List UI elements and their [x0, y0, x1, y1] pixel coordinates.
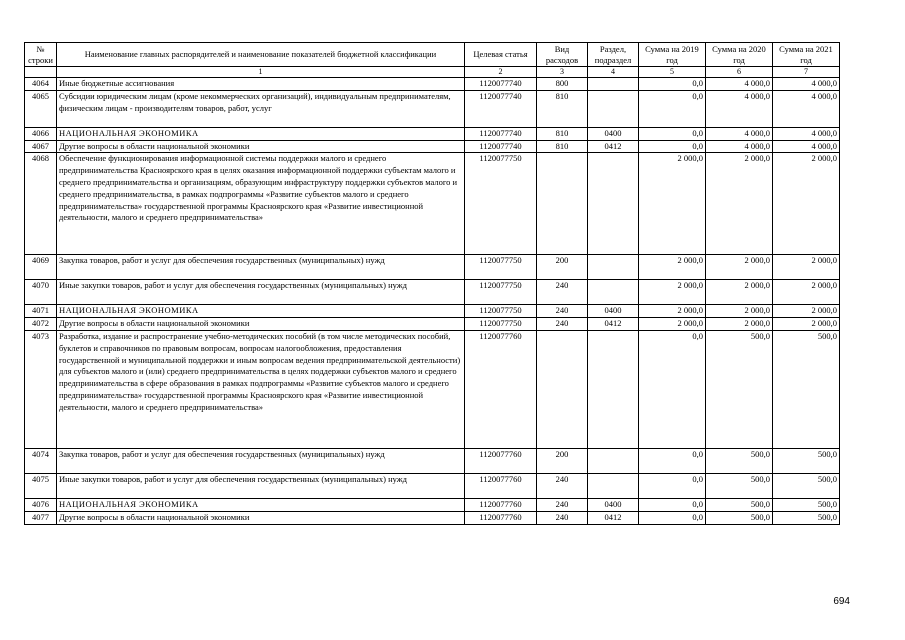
row-sum-2020: 2 000,0: [706, 318, 773, 331]
page-number: 694: [833, 596, 850, 607]
row-section: 0412: [588, 140, 639, 153]
row-sum-2020: 2 000,0: [706, 280, 773, 305]
row-target-article: 1120077760: [465, 448, 537, 473]
row-sum-2019: 0,0: [639, 90, 706, 127]
row-sum-2021: 4 000,0: [773, 90, 840, 127]
row-sum-2021: 4 000,0: [773, 78, 840, 91]
row-section: [588, 255, 639, 280]
row-number: 4068: [25, 153, 57, 255]
header-target-article: Целевая статья: [465, 43, 537, 67]
table-row: [25, 153, 840, 255]
row-name: Другие вопросы в области национальной экономики: [57, 511, 465, 524]
header-expense-type: Вид расходов: [537, 43, 588, 67]
row-expense-type: 800: [537, 78, 588, 91]
row-sum-2021: 500,0: [773, 473, 840, 498]
column-number: 7: [773, 67, 840, 78]
table-row: [25, 318, 840, 331]
row-target-article: 1120077740: [465, 90, 537, 127]
row-sum-2021: 500,0: [773, 511, 840, 524]
row-sum-2019: 2 000,0: [639, 318, 706, 331]
header-sum-2019: Сумма на 2019 год: [639, 43, 706, 67]
row-sum-2020: 2 000,0: [706, 255, 773, 280]
column-number: [25, 67, 57, 78]
row-sum-2021: 2 000,0: [773, 255, 840, 280]
row-expense-type: 240: [537, 473, 588, 498]
row-sum-2019: 0,0: [639, 448, 706, 473]
row-sum-2021: 2 000,0: [773, 280, 840, 305]
row-number: 4066: [25, 127, 57, 140]
row-number: 4064: [25, 78, 57, 91]
table-row: [25, 90, 840, 127]
row-target-article: 1120077760: [465, 498, 537, 511]
row-number: 4069: [25, 255, 57, 280]
row-target-article: 1120077750: [465, 280, 537, 305]
row-section: [588, 280, 639, 305]
row-expense-type: 240: [537, 511, 588, 524]
column-number: 2: [465, 67, 537, 78]
row-expense-type: 810: [537, 90, 588, 127]
row-expense-type: 240: [537, 280, 588, 305]
row-sum-2019: 0,0: [639, 78, 706, 91]
row-target-article: 1120077750: [465, 305, 537, 318]
row-section: 0412: [588, 511, 639, 524]
row-target-article: 1120077740: [465, 78, 537, 91]
row-sum-2021: 500,0: [773, 448, 840, 473]
column-number-row: [25, 67, 840, 78]
table-row: [25, 498, 840, 511]
row-sum-2021: 4 000,0: [773, 127, 840, 140]
row-sum-2019: 0,0: [639, 330, 706, 448]
row-sum-2021: 2 000,0: [773, 153, 840, 255]
row-expense-type: 240: [537, 305, 588, 318]
row-number: 4067: [25, 140, 57, 153]
row-sum-2019: 2 000,0: [639, 153, 706, 255]
row-name: Иные закупки товаров, работ и услуг для обеспечения государственных (муниципальных) нужд: [57, 473, 465, 498]
row-name: Субсидии юридическим лицам (кроме некоммерческих организаций), индивидуальным предпринимателям, физическим лицам - производителям товаров, работ, услуг: [57, 90, 465, 127]
table-row: [25, 140, 840, 153]
row-name: Закупка товаров, работ и услуг для обеспечения государственных (муниципальных) нужд: [57, 448, 465, 473]
row-target-article: 1120077750: [465, 153, 537, 255]
column-number: 5: [639, 67, 706, 78]
header-sum-2021: Сумма на 2021 год: [773, 43, 840, 67]
table-row: [25, 78, 840, 91]
row-sum-2020: 2 000,0: [706, 305, 773, 318]
row-name: НАЦИОНАЛЬНАЯ ЭКОНОМИКА: [57, 127, 465, 140]
table-row: [25, 448, 840, 473]
row-number: 4076: [25, 498, 57, 511]
column-number: 6: [706, 67, 773, 78]
row-name: Другие вопросы в области национальной экономики: [57, 140, 465, 153]
row-target-article: 1120077740: [465, 127, 537, 140]
row-sum-2021: 2 000,0: [773, 305, 840, 318]
row-section: [588, 330, 639, 448]
row-section: 0400: [588, 498, 639, 511]
row-number: 4071: [25, 305, 57, 318]
row-target-article: 1120077750: [465, 318, 537, 331]
row-target-article: 1120077750: [465, 255, 537, 280]
row-section: [588, 90, 639, 127]
header-name: Наименование главных распорядителей и наименование показателей бюджетной классификации: [57, 43, 465, 67]
row-expense-type: 810: [537, 127, 588, 140]
row-number: 4073: [25, 330, 57, 448]
row-sum-2019: 2 000,0: [639, 280, 706, 305]
table-row: [25, 330, 840, 448]
header-row-number: № строки: [25, 43, 57, 67]
row-section: 0412: [588, 318, 639, 331]
row-number: 4074: [25, 448, 57, 473]
row-target-article: 1120077760: [465, 511, 537, 524]
row-section: [588, 448, 639, 473]
row-sum-2020: 500,0: [706, 448, 773, 473]
row-name: Обеспечение функционирования информационной системы поддержки малого и среднего предпринимательства Красноярского края в целях оказания информационной поддержки субъектам малого и среднего предпринимательства и организациям, образующим инфраструктуру поддержки субъектов малого и среднего предпринимательства, в рамках подпрограммы «Развитие субъектов малого и среднего предпринимательства» государственной программы Красноярского края «Развитие инвестиционной деятельности, малого и среднего предпринимательства»: [57, 153, 465, 255]
table-row: [25, 473, 840, 498]
row-sum-2021: 500,0: [773, 498, 840, 511]
row-section: 0400: [588, 305, 639, 318]
row-number: 4075: [25, 473, 57, 498]
row-sum-2019: 0,0: [639, 511, 706, 524]
row-sum-2021: 500,0: [773, 330, 840, 448]
row-expense-type: 200: [537, 255, 588, 280]
table-row: [25, 280, 840, 305]
row-expense-type: [537, 153, 588, 255]
row-sum-2020: 4 000,0: [706, 90, 773, 127]
row-expense-type: 810: [537, 140, 588, 153]
row-sum-2020: 4 000,0: [706, 78, 773, 91]
row-sum-2019: 0,0: [639, 473, 706, 498]
row-expense-type: 200: [537, 448, 588, 473]
row-sum-2019: 0,0: [639, 140, 706, 153]
row-sum-2020: 500,0: [706, 330, 773, 448]
row-expense-type: 240: [537, 498, 588, 511]
row-sum-2021: 4 000,0: [773, 140, 840, 153]
row-target-article: 1120077760: [465, 473, 537, 498]
budget-table: [24, 42, 840, 525]
column-number: 4: [588, 67, 639, 78]
row-name: Иные бюджетные ассигнования: [57, 78, 465, 91]
row-section: [588, 78, 639, 91]
row-sum-2021: 2 000,0: [773, 318, 840, 331]
table-header-row: [25, 43, 840, 67]
row-sum-2020: 4 000,0: [706, 140, 773, 153]
table-row: [25, 255, 840, 280]
row-expense-type: [537, 330, 588, 448]
row-number: 4077: [25, 511, 57, 524]
header-sum-2020: Сумма на 2020 год: [706, 43, 773, 67]
row-sum-2020: 500,0: [706, 511, 773, 524]
row-sum-2020: 2 000,0: [706, 153, 773, 255]
row-sum-2020: 500,0: [706, 498, 773, 511]
row-number: 4070: [25, 280, 57, 305]
row-sum-2020: 4 000,0: [706, 127, 773, 140]
row-section: [588, 473, 639, 498]
row-expense-type: 240: [537, 318, 588, 331]
row-name: Иные закупки товаров, работ и услуг для обеспечения государственных (муниципальных) нужд: [57, 280, 465, 305]
row-sum-2019: 2 000,0: [639, 255, 706, 280]
row-name: Разработка, издание и распространение учебно-методических пособий (в том числе методических пособий, буклетов и справочников по правовым вопросам, вопросам налогообложения, предоставления государственной и муниципальной поддержки и иным вопросам ведения предпринимательской деятельности) для субъектов малого и (или) среднего предпринимательства в целях поддержки субъектов малого и среднего предпринимательства в сфере образования в рамках подпрограммы «Развитие субъектов малого и среднего предпринимательства» государственной программы Красноярского края «Развитие инвестиционной деятельности, малого и среднего предпринимательства»: [57, 330, 465, 448]
table-row: [25, 511, 840, 524]
row-section: 0400: [588, 127, 639, 140]
column-number: 3: [537, 67, 588, 78]
row-name: НАЦИОНАЛЬНАЯ ЭКОНОМИКА: [57, 305, 465, 318]
row-target-article: 1120077760: [465, 330, 537, 448]
row-target-article: 1120077740: [465, 140, 537, 153]
table-row: [25, 305, 840, 318]
row-number: 4065: [25, 90, 57, 127]
row-number: 4072: [25, 318, 57, 331]
row-section: [588, 153, 639, 255]
row-sum-2020: 500,0: [706, 473, 773, 498]
row-sum-2019: 0,0: [639, 498, 706, 511]
row-name: НАЦИОНАЛЬНАЯ ЭКОНОМИКА: [57, 498, 465, 511]
table-row: [25, 127, 840, 140]
row-name: Другие вопросы в области национальной экономики: [57, 318, 465, 331]
header-section: Раздел, подраздел: [588, 43, 639, 67]
row-sum-2019: 0,0: [639, 127, 706, 140]
column-number: 1: [57, 67, 465, 78]
row-sum-2019: 2 000,0: [639, 305, 706, 318]
row-name: Закупка товаров, работ и услуг для обеспечения государственных (муниципальных) нужд: [57, 255, 465, 280]
